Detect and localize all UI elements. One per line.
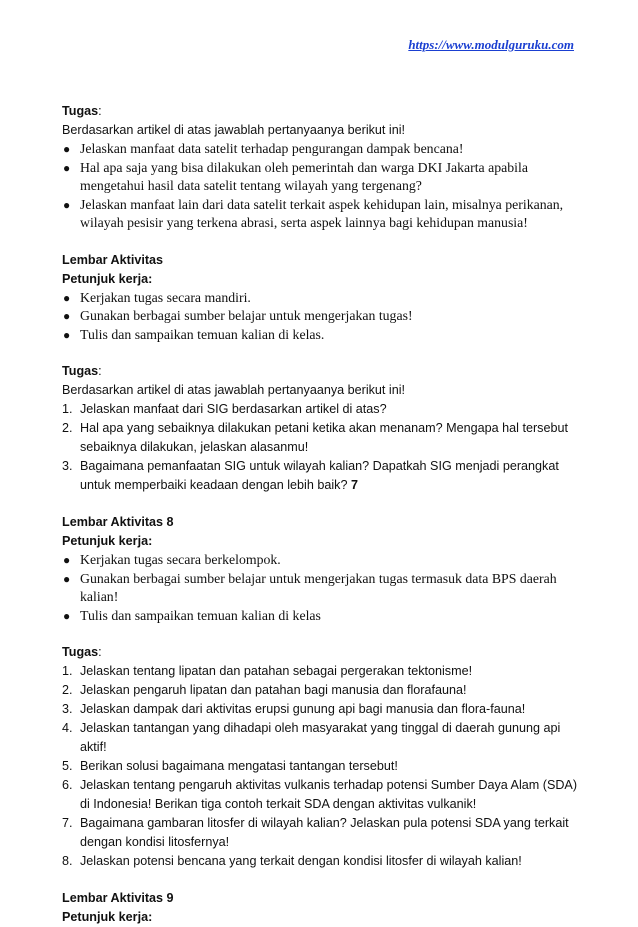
- tugas-label: Tugas: [62, 364, 99, 378]
- list-item: 7. Bagaimana gambaran litosfer di wilayah kalian? Jelaskan pula potensi SDA yang terkait dengan kondisi litosfernya!: [62, 816, 569, 849]
- bullet-icon: ●: [63, 197, 71, 212]
- petunjuk-heading: Petunjuk kerja:: [62, 271, 153, 286]
- bullet-icon: ●: [63, 327, 71, 342]
- page-number: 7: [350, 478, 358, 492]
- bullet-icon: ●: [63, 309, 71, 323]
- list-item: 3. Bagaimana pemanfaatan SIG untuk wilayah kalian? Dapatkah SIG menjadi perangkat untuk memperbaiki keadaan dengan lebih baik? 7: [62, 459, 559, 492]
- bullet-icon: ●: [63, 160, 71, 175]
- list-item: ● Jelaskan manfaat data satelit terhadap pengurangan dampak bencana!: [62, 140, 582, 159]
- list-item: 2. Jelaskan pengaruh lipatan dan patahan bagi manusia dan florafauna!: [62, 683, 467, 697]
- list-item: 1. Jelaskan tentang lipatan dan patahan sebagai pergerakan tektonisme!: [62, 664, 473, 678]
- tugas-intro-2: Berdasarkan artikel di atas jawablah pertanyaanya berikut ini!: [62, 383, 406, 397]
- list-item: ● Kerjakan tugas secara berkelompok.: [62, 551, 582, 570]
- tugas-label: Tugas: [62, 645, 99, 659]
- list-item: ● Jelaskan manfaat lain dari data satelit terkait aspek kehidupan lain, misalnya perikanan, wilayah pesisir yang terkena abrasi, serta aspek lainnya bagi kehidupan manusia!: [63, 196, 564, 230]
- tugas-label: Tugas: [62, 104, 99, 118]
- list-item: 8. Jelaskan potensi bencana yang terkait dengan kondisi litosfer di wilayah kalian!: [62, 854, 522, 868]
- list-item: 5. Berikan solusi bagaimana mengatasi tantangan tersebut!: [62, 759, 398, 773]
- bullet-icon: ●: [63, 142, 71, 156]
- header-url-link[interactable]: https://www.modulguruku.com: [408, 37, 574, 52]
- list-item: ● Gunakan berbagai sumber belajar untuk mengerjakan tugas termasuk data BPS daerah kalian!: [63, 570, 557, 604]
- bullet-icon: ●: [63, 608, 71, 623]
- tugas-heading-3: Tugas:: [62, 645, 102, 659]
- tugas-heading-1: Tugas:: [62, 104, 102, 118]
- petunjuk-heading: Petunjuk kerja:: [62, 910, 153, 924]
- list-item: ● Kerjakan tugas secara mandiri.: [62, 289, 582, 308]
- list-item: 1. Jelaskan manfaat dari SIG berdasarkan artikel di atas?: [62, 402, 387, 416]
- list-item: 2. Hal apa yang sebaiknya dilakukan petani ketika akan menanam? Mengapa hal tersebut sebaiknya dilakukan, jelaskan alasanmu!: [62, 421, 568, 454]
- bullet-icon: ●: [63, 290, 71, 305]
- list-item: 3. Jelaskan dampak dari aktivitas erupsi gunung api bagi manusia dan flora-fauna!: [62, 702, 526, 716]
- list-item: ● Tulis dan sampaikan temuan kalian di kelas: [62, 607, 582, 626]
- list-item: ● Tulis dan sampaikan temuan kalian di kelas.: [62, 326, 582, 345]
- tugas-heading-2: Tugas:: [62, 364, 102, 378]
- bullet-icon: ●: [63, 553, 71, 567]
- bullet-icon: ●: [63, 571, 71, 586]
- document-content: [62, 102, 582, 927]
- section-title: Lembar Aktivitas 8: [62, 515, 174, 529]
- list-item: 6. Jelaskan tentang pengaruh aktivitas vulkanis terhadap potensi Sumber Daya Alam (SDA) di Indonesia! Berikan tiga contoh terkait SDA dengan aktivitas vulkanik!: [62, 778, 578, 811]
- list-item: ● Hal apa saja yang bisa dilakukan oleh pemerintah dan warga DKI Jakarta apabila mengetahui hasil data satelit tentang wilayah yang tergenang?: [63, 159, 528, 193]
- list-item: 4. Jelaskan tantangan yang dihadapi oleh masyarakat yang tinggal di daerah gunung api aktif!: [62, 721, 561, 754]
- tugas-intro-1: Berdasarkan artikel di atas jawablah pertanyaanya berikut ini!: [62, 123, 406, 137]
- section-title: Lembar Aktivitas 9: [62, 891, 174, 905]
- section-title: Lembar Aktivitas: [62, 252, 164, 267]
- petunjuk-heading: Petunjuk kerja:: [62, 534, 153, 548]
- list-item: ● Gunakan berbagai sumber belajar untuk mengerjakan tugas!: [62, 307, 582, 326]
